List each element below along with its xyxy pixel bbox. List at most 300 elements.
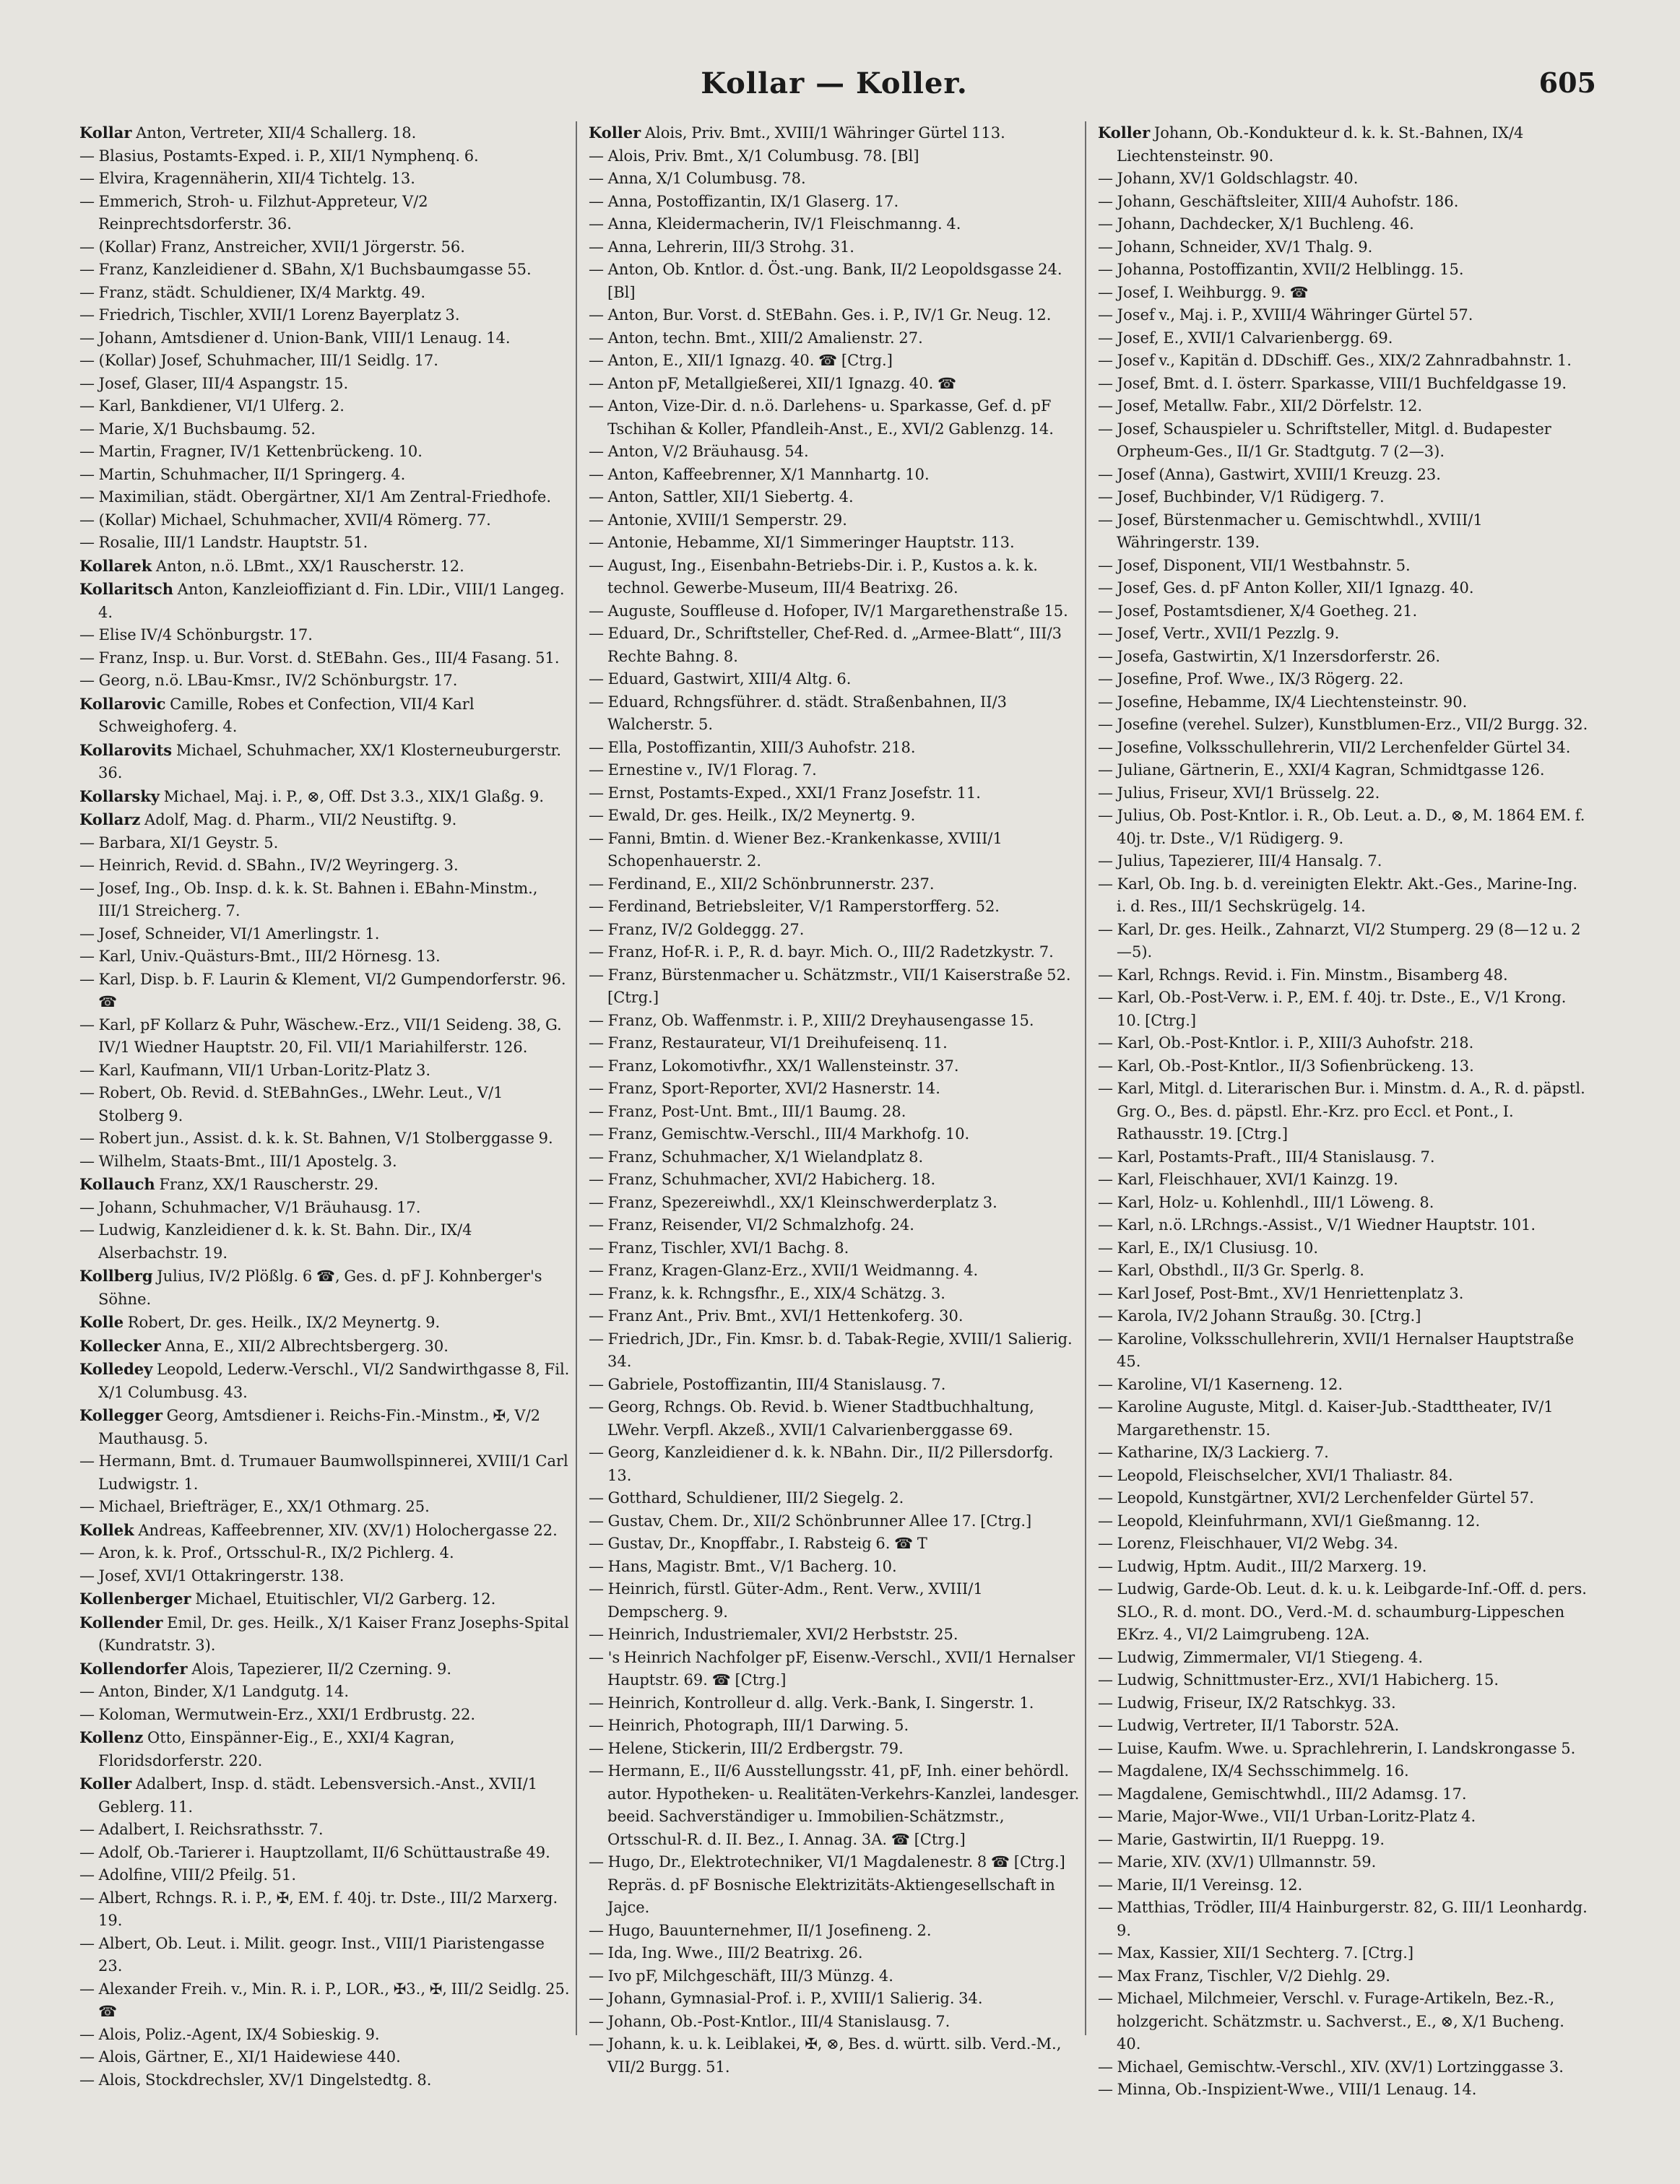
entry-text: — Julius, Tapezierer, III/4 Hansalg. 7. (1098, 852, 1382, 870)
entry-text: — Josef v., Maj. i. P., XVIII/4 Währinger Gürtel 57. (1098, 306, 1473, 324)
directory-entry (79, 1887, 571, 1933)
entry-text: — Franz, Restaurateur, VI/1 Dreihufeisenq. 11. (589, 1034, 948, 1052)
directory-entry (79, 304, 571, 327)
directory-entry (589, 964, 1080, 1010)
entry-text: — Ivo pF, Milchgeschäft, III/3 Münzg. 4. (589, 1967, 893, 1985)
entry-text: — Anna, X/1 Columbusg. 78. (589, 170, 806, 187)
directory-entry (589, 395, 1080, 441)
directory-entry (79, 327, 571, 350)
directory-entry (1098, 737, 1589, 760)
directory-entry (1098, 1556, 1589, 1579)
directory-entry (1098, 805, 1589, 850)
directory-entry (1098, 1260, 1589, 1283)
entry-text: — August, Ing., Eisenbahn-Betriebs-Dir. i. P., Kustos a. k. k. technol. Gewerbe-Museum, III/4 Beatrixg. 26. (589, 556, 1038, 597)
entry-text: Andreas, Kaffeebrenner, XIV. (XV/1) Holochergasse 22. (134, 1521, 558, 1539)
directory-entry (1098, 213, 1589, 236)
entry-text: — Johann, Dachdecker, X/1 Buchleng. 46. (1098, 215, 1414, 233)
directory-entry (589, 2011, 1080, 2034)
entry-text: — Eduard, Dr., Schriftsteller, Chef-Red. d. „Armee-Blatt“, III/3 Rechte Bahng. 8. (589, 625, 1062, 665)
directory-entry (79, 1565, 571, 1588)
entry-text: — Karl, Univ.-Quästurs-Bmt., III/2 Hörnesg. 13. (79, 948, 441, 965)
entry-text: — Karl, Dr. ges. Heilk., Zahnarzt, VI/2 Stumperg. 29 (8—12 u. 2—5). (1098, 920, 1581, 961)
entry-text: — Josefa, Gastwirtin, X/1 Inzersdorferstr. 26. (1098, 647, 1441, 665)
entry-text: Michael, Etuitischler, VI/2 Garberg. 12. (191, 1590, 496, 1608)
entry-text: — Ferdinand, Betriebsleiter, V/1 Ramperstorfferg. 52. (589, 898, 1000, 915)
entry-text: — Lorenz, Fleischhauer, VI/2 Webg. 34. (1098, 1535, 1398, 1552)
directory-entry (1098, 646, 1589, 669)
directory-entry (1098, 1533, 1589, 1556)
entry-text: — Franz, städt. Schuldiener, IX/4 Marktg. 49. (79, 283, 426, 301)
directory-entry (1098, 418, 1589, 464)
entry-text: — Ewald, Dr. ges. Heilk., IX/2 Meynertg. 9. (589, 807, 916, 824)
directory-entry (589, 1624, 1080, 1647)
entry-text: Georg, Amtsdiener i. Reichs-Fin.-Minstm., ✠, V/2 Mauthausg. 5. (98, 1407, 541, 1447)
directory-entry (589, 1260, 1080, 1283)
entry-text: — Leopold, Kleinfuhrmann, XVI/1 Gießmanng. 12. (1098, 1512, 1481, 1530)
entry-text: — Adalbert, I. Reichsrathsstr. 7. (79, 1821, 324, 1838)
directory-entry (589, 873, 1080, 896)
directory-entry (1098, 304, 1589, 327)
directory-entry (589, 259, 1080, 304)
directory-entry (79, 1704, 571, 1727)
directory-entry (589, 1988, 1080, 2011)
directory-entry (79, 1335, 571, 1358)
directory-entry (1098, 1487, 1589, 1510)
entry-text: Anton, Kanzleioffiziant d. Fin. LDir., VIII/1 Langeg. 4. (98, 581, 565, 621)
entry-text: — Josef, Metallw. Fabr., XII/2 Dörfelstr. 12. (1098, 397, 1423, 415)
directory-entry (79, 1265, 571, 1311)
directory-entry (79, 236, 571, 259)
entry-text: — Karl, Ob. Ing. b. d. vereinigten Elektr. Akt.-Ges., Marine-Ing. i. d. Res., III/1 Sechskrügelg. 14. (1098, 875, 1578, 915)
directory-entry (1098, 282, 1589, 305)
directory-entry (1098, 259, 1589, 282)
entry-text: — Antonie, Hebamme, XI/1 Simmeringer Hauptstr. 113. (589, 534, 1015, 551)
entry-text: — Georg, Rchngs. Ob. Revid. b. Wiener Stadtbuchhaltung, LWehr. Verpfl. Akzeß., XVII/1 Calvarienberggasse 69. (589, 1398, 1034, 1439)
entry-text: — Aron, k. k. Prof., Ortsschul-R., IX/2 Pichlerg. 4. (79, 1544, 454, 1561)
entry-text: Julius, IV/2 Plößlg. 6 ☎, Ges. d. pF J. Kohnberger's Söhne. (98, 1268, 542, 1308)
entry-text: — Franz, Spezereiwhdl., XX/1 Kleinschwerderplatz 3. (589, 1193, 997, 1211)
directory-entry (1098, 1715, 1589, 1738)
entry-text: — Magdalene, IX/4 Sechsschimmelg. 16. (1098, 1762, 1409, 1780)
entry-text: — Eduard, Gastwirt, XIII/4 Altg. 6. (589, 670, 852, 688)
directory-entry (79, 373, 571, 396)
directory-entry (1098, 714, 1589, 737)
column-divider (1085, 121, 1086, 2035)
directory-entry (79, 854, 571, 878)
entry-text: — Johann, Geschäftsleiter, XIII/4 Auhofstr. 186. (1098, 192, 1459, 210)
directory-entry (589, 896, 1080, 919)
directory-entry (589, 759, 1080, 782)
entry-surname: Kollenberger (79, 1590, 191, 1608)
entry-text: — Robert, Ob. Revid. d. StEBahnGes., LWehr. Leut., V/1 Stolberg 9. (79, 1084, 503, 1124)
entry-text: — (Kollar) Josef, Schuhmacher, III/1 Seidlg. 17. (79, 352, 438, 369)
directory-entry (1098, 236, 1589, 259)
entry-text: — Karl, Kaufmann, VII/1 Urban-Loritz-Platz 3. (79, 1061, 431, 1079)
entry-text: — Karl, Postamts-Praft., III/4 Stanislausg. 7. (1098, 1148, 1435, 1166)
directory-entry (79, 1358, 571, 1404)
directory-entry (589, 1055, 1080, 1078)
entry-text: — Anna, Postoffizantin, IX/1 Glaserg. 17. (589, 192, 899, 210)
entry-text: — Johann, Schneider, XV/1 Thalg. 9. (1098, 238, 1373, 256)
directory-entry (589, 1760, 1080, 1851)
entry-text: — Magdalene, Gemischtwhdl., III/2 Adamsg. 17. (1098, 1785, 1467, 1803)
entry-text: Adolf, Mag. d. Pharm., VII/2 Neustiftg. 9. (140, 811, 457, 828)
directory-entry (79, 350, 571, 373)
directory-entry (589, 1214, 1080, 1237)
entry-text: — Josef, Schauspieler u. Schriftsteller, Mitgl. d. Budapester Orpheum-Ges., II/1 Gr. Stadtgutg. 7 (2—3). (1098, 420, 1551, 460)
directory-entry (79, 2024, 571, 2047)
directory-entry (589, 805, 1080, 828)
directory-entry (589, 1123, 1080, 1146)
entry-surname: Kollendorfer (79, 1659, 188, 1678)
entry-surname: Kollarz (79, 810, 141, 828)
directory-entry (1098, 1988, 1589, 2056)
entry-text: — Fanni, Bmtin. d. Wiener Bez.-Krankenkasse, XVIII/1 Schopenhauerstr. 2. (589, 829, 1003, 870)
directory-entry (1098, 1897, 1589, 1942)
directory-entry (1098, 668, 1589, 691)
directory-entry (589, 464, 1080, 487)
entry-surname: Kollenz (79, 1728, 144, 1746)
entry-text: Anna, E., XII/2 Albrechtsbergerg. 30. (160, 1337, 449, 1355)
entry-text: — Minna, Ob.-Inspizient-Wwe., VIII/1 Lenaug. 14. (1098, 2081, 1477, 2098)
entry-text: — Karl, Disp. b. F. Laurin & Klement, VI/2 Gumpendorferstr. 96. ☎ (79, 970, 566, 1010)
directory-entry (79, 945, 571, 968)
entry-text: — 's Heinrich Nachfolger pF, Eisenw.-Verschl., XVII/1 Hernalser Hauptstr. 69. ☎ [Ctrg.] (589, 1648, 1075, 1689)
entry-text: Camille, Robes et Confection, VII/4 Karl Schweighoferg. 4. (98, 695, 475, 735)
directory-entry (79, 1450, 571, 1496)
entry-text: — Johann, Amtsdiener d. Union-Bank, VIII/1 Lenaug. 14. (79, 329, 511, 347)
directory-entry (79, 1173, 571, 1197)
directory-entry (79, 1014, 571, 1060)
entry-text: — Franz, k. k. Rchngsfhr., E., XIX/4 Schätzg. 3. (589, 1284, 945, 1302)
directory-entry (79, 1587, 571, 1611)
directory-entry (79, 1311, 571, 1335)
directory-entry (79, 282, 571, 305)
directory-entry (1098, 1283, 1589, 1306)
directory-entry (1098, 1510, 1589, 1533)
directory-entry (1098, 919, 1589, 964)
directory-entry (589, 919, 1080, 942)
directory-entry (79, 647, 571, 670)
directory-entry (589, 1442, 1080, 1487)
entry-text: — Anna, Kleidermacherin, IV/1 Fleischmanng. 4. (589, 215, 961, 233)
directory-entry (589, 304, 1080, 327)
directory-entry (79, 1404, 571, 1450)
entry-text: — Ludwig, Vertreter, II/1 Taborstr. 52A. (1098, 1717, 1400, 1734)
entry-text: — Karoline, Volksschullehrerin, XVII/1 Hernalser Hauptstraße 45. (1098, 1330, 1575, 1370)
directory-entry (1098, 191, 1589, 214)
directory-entry (1098, 1942, 1589, 1965)
entry-surname: Kollarsky (79, 786, 160, 805)
entry-text: — Johann, XV/1 Goldschlagstr. 40. (1098, 170, 1359, 187)
entry-text: — Ida, Ing. Wwe., III/2 Beatrixg. 26. (589, 1944, 863, 1962)
entry-text: — Adolfine, VIII/2 Pfeilg. 51. (79, 1866, 297, 1884)
entry-text: — Karl, pF Kollarz & Puhr, Wäschew.-Erz., VII/1 Seideng. 38, G. IV/1 Wiedner Hauptstr. 20, Fil. VII/1 Mariahilferstr. 126. (79, 1015, 562, 1056)
running-head: Kollar — Koller. (701, 66, 968, 100)
entry-text: — Alexander Freih. v., Min. R. i. P., LOR., ✠3., ✠, III/2 Seidlg. 25. ☎ (79, 1980, 570, 2020)
entry-text: — Leopold, Kunstgärtner, XVI/2 Lerchenfelder Gürtel 57. (1098, 1489, 1534, 1507)
directory-entry (589, 327, 1080, 350)
entry-text: — Josef, Vertr., XVII/1 Pezzlg. 9. (1098, 625, 1340, 642)
directory-entry (589, 1101, 1080, 1124)
entry-text: — Max Franz, Tischler, V/2 Diehlg. 29. (1098, 1967, 1390, 1985)
directory-entry (79, 509, 571, 532)
directory-entry (1098, 1078, 1589, 1146)
entry-text: — Josef v., Kapitän d. DDschiff. Ges., XIX/2 Zahnradbahnstr. 1. (1098, 352, 1572, 369)
entry-text: — Max, Kassier, XII/1 Sechterg. 7. [Ctrg.] (1098, 1944, 1414, 1962)
directory-entry (589, 691, 1080, 737)
entry-text: — Rosalie, III/1 Landstr. Hauptstr. 51. (79, 534, 368, 551)
entry-text: — Friedrich, JDr., Fin. Kmsr. b. d. Tabak-Regie, XVIII/1 Salierig. 34. (589, 1330, 1073, 1370)
entry-text: — Anton pF, Metallgießerei, XII/1 Ignazg. 40. ☎ (589, 374, 957, 392)
entry-surname: Kollar (79, 124, 132, 142)
entry-text: — Johann, Ob.-Post-Kntlor., III/4 Stanislausg. 7. (589, 2012, 951, 2030)
entry-text: — Ernestine v., IV/1 Florag. 7. (589, 761, 817, 779)
directory-entry (1098, 623, 1589, 646)
entry-text: — Franz Ant., Priv. Bmt., XVI/1 Hettenkoferg. 30. (589, 1307, 964, 1325)
entry-text: — Franz, Tischler, XVI/1 Bachg. 8. (589, 1239, 849, 1257)
entry-surname: Koller (589, 124, 641, 142)
entry-text: — Albert, Rchngs. R. i. P., ✠, EM. f. 40j. tr. Dste., III/2 Marxerg. 19. (79, 1889, 558, 1929)
entry-text: — Franz, Lokomotivfhr., XX/1 Wallensteinstr. 37. (589, 1057, 959, 1075)
entry-text: — Anton, techn. Bmt., XIII/2 Amalienstr. 27. (589, 329, 923, 347)
entry-text: — Wilhelm, Staats-Bmt., III/1 Apostelg. 3. (79, 1152, 397, 1170)
entry-text: — Marie, II/1 Vereinsg. 12. (1098, 1876, 1303, 1894)
entry-text: — Alois, Priv. Bmt., X/1 Columbusg. 78. [Bl] (589, 147, 919, 165)
directory-entry (1098, 350, 1589, 373)
page-number: 605 (1538, 66, 1596, 99)
entry-text: — Franz, Bürstenmacher u. Schätzmstr., VII/1 Kaiserstraße 52. [Ctrg.] (589, 966, 1071, 1006)
directory-entry (79, 878, 571, 923)
entry-text: — Franz, Schuhmacher, XVI/2 Habicherg. 18. (589, 1171, 936, 1188)
directory-entry (589, 1328, 1080, 1374)
column-3 (1098, 121, 1589, 2098)
entry-text: — Heinrich, Revid. d. SBahn., IV/2 Weyringerg. 3. (79, 857, 459, 874)
entry-text: — Barbara, XI/1 Geystr. 5. (79, 833, 279, 852)
entry-surname: Kollarovic (79, 694, 166, 713)
entry-text: — Elise IV/4 Schönburgstr. 17. (79, 626, 313, 644)
entry-text: — Josefine, Hebamme, IX/4 Liechtensteinstr. 90. (1098, 693, 1468, 711)
entry-text: — Josef, Glaser, III/4 Aspangstr. 15. (79, 374, 349, 392)
entry-surname: Kolledey (79, 1360, 153, 1378)
entry-text: — Franz, Sport-Reporter, XVI/2 Hasnerstr. 14. (589, 1080, 940, 1097)
directory-entry (1098, 168, 1589, 191)
entry-text: — Anton, E., XII/1 Ignazg. 40. ☎ [Ctrg.] (589, 352, 893, 369)
directory-entry (1098, 1146, 1589, 1169)
entry-text: — Franz, Post-Unt. Bmt., III/1 Baumg. 28. (589, 1102, 906, 1120)
entry-text: — Matthias, Trödler, III/4 Hainburgerstr. 82, G. III/1 Leonhardg. 9. (1098, 1899, 1588, 1939)
entry-text: — Johann, Schuhmacher, V/1 Bräuhausg. 17. (79, 1198, 421, 1216)
entry-text: — Johann, k. u. k. Leiblakei, ✠, ⊗, Bes. d. württ. silb. Verd.-M., VII/2 Burgg. 51. (589, 2035, 1062, 2076)
entry-text: — Luise, Kaufm. Wwe. u. Sprachlehrerin, I. Landskrongasse 5. (1098, 1739, 1576, 1757)
entry-text: — Karola, IV/2 Johann Straußg. 30. [Ctrg.] (1098, 1307, 1421, 1325)
entry-text: — Ludwig, Schnittmuster-Erz., XVI/1 Habicherg. 15. (1098, 1671, 1499, 1689)
directory-entry (589, 1237, 1080, 1260)
entry-text: — Ludwig, Garde-Ob. Leut. d. k. u. k. Leibgarde-Inf.-Off. d. pers. SLO., R. d. mont. DO., Verd.-M. d. schaumburg-Lippeschen EKrz. 4., VI/2 Laimgrubeng. 12A. (1098, 1580, 1587, 1643)
entry-text: — Anna, Lehrerin, III/3 Strohg. 31. (589, 238, 854, 256)
entry-text: Anton, n.ö. LBmt., XX/1 Rauscherstr. 12. (152, 557, 464, 575)
entry-text: — Michael, Briefträger, E., XX/1 Othmarg. 25. (79, 1498, 430, 1515)
entry-text: Michael, Maj. i. P., ⊗, Off. Dst 3.3., XIX/1 Glaßg. 9. (160, 787, 545, 805)
entry-text: — Anton, Sattler, XII/1 Siebertg. 4. (589, 488, 854, 506)
directory-entry (1098, 964, 1589, 987)
entry-text: — Franz, Kragen-Glanz-Erz., XVII/1 Weidmanng. 4. (589, 1262, 979, 1279)
entry-surname: Kollarek (79, 556, 152, 575)
entry-text: — Hermann, E., II/6 Ausstellungsstr. 41, pF, Inh. einer behördl. autor. Hypotheken- u. Realitäten-Verkehrs-Kanzlei, landesger. beeid. Sachverständiger u. Immobilien-Schätzmstr., Ortsschul-R. d. II. Bez., I. Annag. 3A. ☎ [Ctrg.] (589, 1762, 1080, 1848)
directory-entry (1098, 1760, 1589, 1783)
entry-text: — Franz, Ob. Waffenmstr. i. P., XIII/2 Dreyhausengasse 15. (589, 1011, 1034, 1029)
directory-entry (79, 145, 571, 168)
entry-text: — Karl, Bankdiener, VI/1 Ulferg. 2. (79, 397, 345, 415)
directory-entry (1098, 1305, 1589, 1328)
directory-entry (589, 1738, 1080, 1761)
directory-entry (589, 941, 1080, 964)
entry-surname: Koller (1098, 124, 1151, 142)
entry-text: — Josef, Ing., Ob. Insp. d. k. k. St. Bahnen i. EBahn-Minstm., III/1 Streicherg. 7. (79, 879, 538, 919)
directory-entry (79, 2046, 571, 2069)
entry-text: — Karl, Fleischhauer, XVI/1 Kainzg. 19. (1098, 1171, 1398, 1188)
directory-entry (79, 968, 571, 1014)
entry-text: — Gabriele, Postoffizantin, III/4 Stanislausg. 7. (589, 1375, 946, 1393)
entry-text: — Koloman, Wermutwein-Erz., XXI/1 Erdbrustg. 22. (79, 1705, 476, 1723)
directory-entry (589, 121, 1080, 145)
entry-text: — Alois, Stockdrechsler, XV/1 Dingelstedtg. 8. (79, 2071, 432, 2089)
directory-entry (79, 259, 571, 282)
entry-text: — Marie, Gastwirtin, II/1 Rueppg. 19. (1098, 1830, 1385, 1848)
directory-entry (589, 509, 1080, 532)
directory-entry (79, 441, 571, 464)
entry-text: — Ludwig, Zimmermaler, VI/1 Stiegeng. 4. (1098, 1648, 1424, 1666)
directory-entry (79, 1681, 571, 1704)
entry-text: — Karoline Auguste, Mitgl. d. Kaiser-Jub.-Stadttheater, IV/1 Margarethenstr. 15. (1098, 1398, 1554, 1439)
directory-entry (79, 624, 571, 647)
directory-entry (1098, 1169, 1589, 1192)
directory-entry (1098, 782, 1589, 805)
entry-text: — Albert, Ob. Leut. i. Milit. geogr. Inst., VIII/1 Piaristengasse 23. (79, 1934, 545, 1975)
directory-entry (589, 1078, 1080, 1101)
directory-entry (589, 1920, 1080, 1943)
entry-text: — Marie, X/1 Buchsbaumg. 52. (79, 420, 316, 438)
entry-text: — Antonie, XVIII/1 Semperstr. 29. (589, 511, 847, 529)
entry-text: — Ferdinand, E., XII/2 Schönbrunnerstr. 237. (589, 875, 935, 893)
entry-text: — Franz, Gemischtw.-Verschl., III/4 Markhofg. 10. (589, 1125, 970, 1143)
directory-entry (1098, 759, 1589, 782)
directory-entry (1098, 1647, 1589, 1670)
entry-surname: Kollaritsch (79, 580, 173, 598)
directory-entry (589, 213, 1080, 236)
directory-entry (79, 1542, 571, 1565)
directory-entry (589, 1032, 1080, 1055)
directory-entry (589, 1647, 1080, 1692)
entry-text: — Hans, Magistr. Bmt., V/1 Bacherg. 10. (589, 1557, 897, 1575)
entry-text: — Franz, Insp. u. Bur. Vorst. d. StEBahn. Ges., III/4 Fasang. 51. (79, 649, 560, 667)
entry-text: — Gotthard, Schuldiener, III/2 Siegelg. 2. (589, 1489, 904, 1507)
directory-entry (79, 1658, 571, 1681)
directory-entry (589, 532, 1080, 555)
entry-text: — Josefine, Prof. Wwe., IX/3 Rögerg. 22. (1098, 670, 1404, 688)
directory-entry (79, 1519, 571, 1543)
directory-entry (1098, 327, 1589, 350)
entry-text: — Anton, V/2 Bräuhausg. 54. (589, 443, 809, 460)
page-header (72, 66, 1596, 110)
directory-entry (1098, 1738, 1589, 1761)
directory-entry (79, 532, 571, 555)
directory-entry (589, 1942, 1080, 1965)
entry-text: — Gustav, Chem. Dr., XII/2 Schönbrunner Allee 17. [Ctrg.] (589, 1512, 1032, 1530)
directory-entry (589, 1487, 1080, 1510)
directory-entry (589, 168, 1080, 191)
entry-text: — Karl, Rchngs. Revid. i. Fin. Minstm., Bisamberg 48. (1098, 966, 1508, 984)
directory-entry (79, 1978, 571, 2024)
directory-entry (1098, 691, 1589, 714)
entry-text: — Blasius, Postamts-Exped. i. P., XII/1 Nymphenq. 6. (79, 147, 479, 165)
entry-text: Adalbert, Insp. d. städt. Lebensversich.-Anst., XVII/1 Geblerg. 11. (98, 1775, 538, 1816)
directory-entry (589, 623, 1080, 668)
entry-text: Anton, Vertreter, XII/4 Schallerg. 18. (131, 124, 417, 142)
column-1 (79, 121, 571, 2089)
directory-entry (79, 1127, 571, 1150)
entry-text: — Karl, Ob.-Post-Kntlor., II/3 Sofienbrückeng. 13. (1098, 1057, 1474, 1075)
entry-text: — Katharine, IX/3 Lackierg. 7. (1098, 1444, 1329, 1461)
entry-text: — Helene, Stickerin, III/2 Erdbergstr. 79. (589, 1739, 904, 1757)
entry-text: — Alois, Gärtner, E., XI/1 Haidewiese 440. (79, 2048, 401, 2066)
entry-text: — Anton, Bur. Vorst. d. StEBahn. Ges. i. P., IV/1 Gr. Neug. 12. (589, 306, 1052, 324)
entry-text: — Michael, Gemischtw.-Verschl., XIV. (XV/1) Lortzinggasse 3. (1098, 2058, 1564, 2076)
directory-entry (1098, 577, 1589, 600)
entry-text: — Martin, Schuhmacher, II/1 Springerg. 4. (79, 465, 406, 483)
entry-text: Alois, Tapezierer, II/2 Czerning. 9. (187, 1660, 452, 1678)
directory-entry (1098, 1237, 1589, 1260)
directory-entry (1098, 509, 1589, 555)
entry-text: — Franz, Reisender, VI/2 Schmalzhofg. 24. (589, 1216, 914, 1234)
directory-entry (589, 1533, 1080, 1556)
entry-text: — Julius, Ob. Post-Kntlor. i. R., Ob. Leut. a. D., ⊗, M. 1864 EM. f. 40j. tr. Dste., V/1 Rüdigerg. 9. (1098, 807, 1585, 847)
entry-text: — Josef, Schneider, VI/1 Amerlingstr. 1. (79, 924, 380, 942)
entry-text: Franz, XX/1 Rauscherstr. 29. (155, 1176, 379, 1193)
directory-entry (1098, 1806, 1589, 1829)
entry-text: — Karl, Ob.-Post-Kntlor. i. P., XIII/3 Auhofstr. 218. (1098, 1034, 1474, 1052)
directory-entry (79, 785, 571, 809)
directory-entry (589, 1374, 1080, 1397)
entry-text: — Josef, Ges. d. pF Anton Koller, XII/1 Ignazg. 40. (1098, 579, 1474, 597)
entry-text: — Anton, Vize-Dir. d. n.ö. Darlehens- u. Sparkasse, Gef. d. pF Tschihan & Koller, Pfandleih-Anst., E., XVI/2 Gablenzg. 14. (589, 397, 1054, 438)
directory-entry (79, 486, 571, 509)
directory-entry (79, 555, 571, 578)
entry-text: — Ludwig, Hptm. Audit., III/2 Marxerg. 19. (1098, 1557, 1427, 1575)
entry-text: — Friedrich, Tischler, XVII/1 Lorenz Bayerplatz 3. (79, 306, 460, 324)
directory-entry (79, 832, 571, 855)
entry-text: — Josef, Bmt. d. I. österr. Sparkasse, VIII/1 Buchfeldgasse 19. (1098, 374, 1567, 392)
directory-entry (79, 1219, 571, 1265)
entry-text: — Martin, Fragner, IV/1 Kettenbrückeng. 10. (79, 443, 423, 460)
entry-text: — Emmerich, Stroh- u. Filzhut-Appreteur, V/2 Reinprechtsdorferstr. 36. (79, 192, 428, 233)
directory-entry (1098, 1669, 1589, 1692)
directory-entry (1098, 1055, 1589, 1078)
directory-entry (1098, 1374, 1589, 1397)
entry-text: — Franz, Schuhmacher, X/1 Wielandplatz 8. (589, 1148, 924, 1166)
entry-text: — Anton, Ob. Kntlor. d. Öst.-ung. Bank, II/2 Leopoldsgasse 24. [Bl] (589, 261, 1062, 301)
entry-text: — Julius, Friseur, XVI/1 Brüsselg. 22. (1098, 784, 1380, 802)
entry-text: — Josef, I. Weihburgg. 9. ☎ (1098, 283, 1309, 301)
entry-text: — Franz, IV/2 Goldeggg. 27. (589, 920, 805, 938)
directory-entry (79, 395, 571, 418)
entry-surname: Kollecker (79, 1336, 161, 1355)
directory-entry (1098, 1874, 1589, 1897)
entry-text: — Ludwig, Kanzleidiener d. k. k. St. Bahn. Dir., IX/4 Alserbachstr. 19. (79, 1221, 472, 1262)
entry-surname: Koller (79, 1774, 132, 1793)
entry-text: — Franz, Kanzleidiener d. SBahn, X/1 Buchsbaumgasse 55. (79, 261, 532, 278)
entry-surname: Kollek (79, 1520, 134, 1539)
